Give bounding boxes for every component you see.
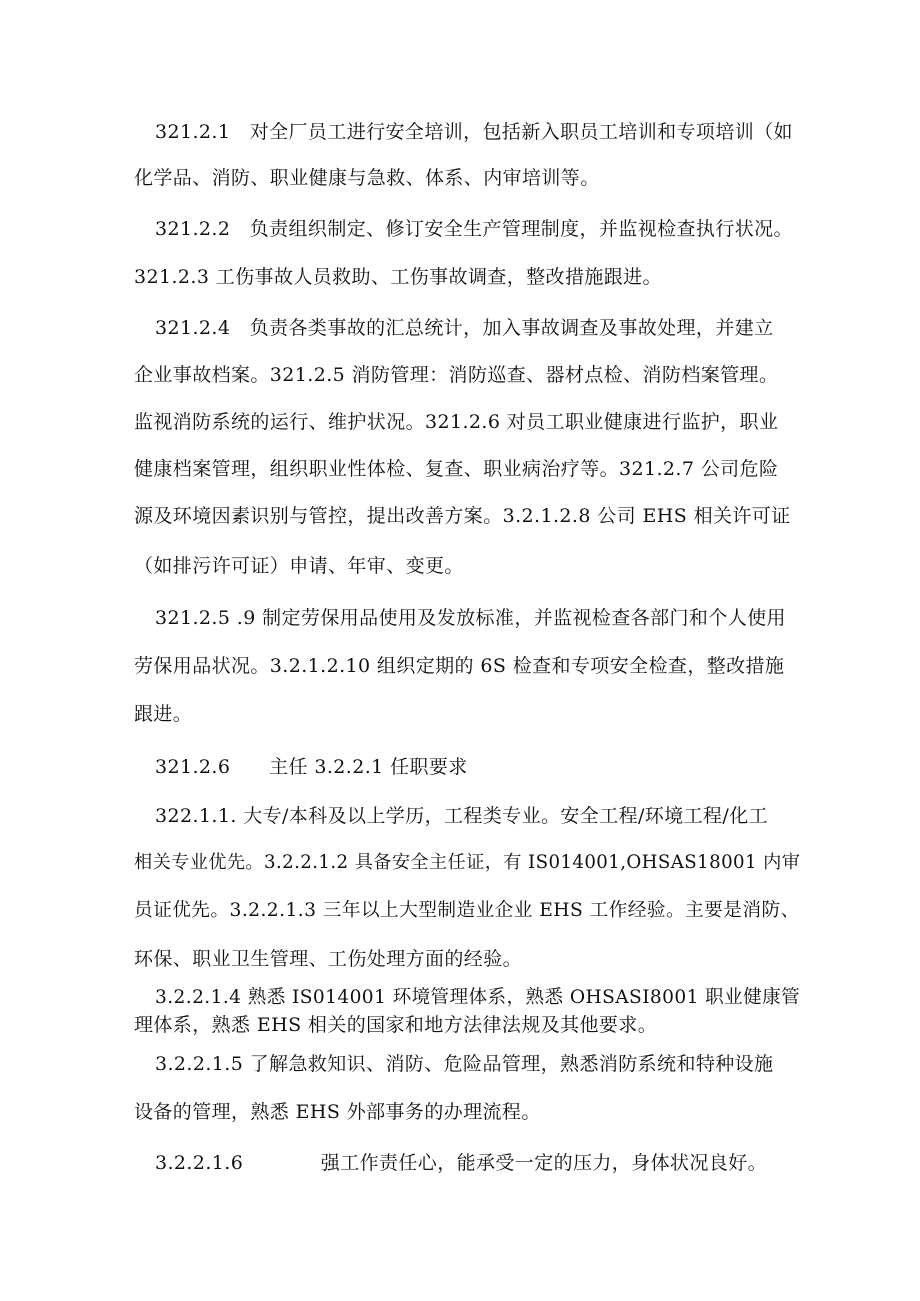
text-line: 劳保用品状况。3.2.1.2.10 组织定期的 6S 检查和专项安全检查，整改措施 <box>134 655 785 677</box>
text-line: 3.2.2.1.5 了解急救知识、消防、危险品管理，熟悉消防系统和特种设施 <box>155 1053 774 1075</box>
text-line: 321.2.4 负责各类事故的汇总统计，加入事故调查及事故处理，并建立 <box>155 317 774 339</box>
text-line: 321.2.5 .9 制定劳保用品使用及发放标准，并监视检查各部门和个人使用 <box>155 607 786 629</box>
text-line: 化学品、消防、职业健康与急救、体系、内审培训等。 <box>134 167 600 189</box>
text-line: 321.2.1 对全厂员工进行安全培训，包括新入职员工培训和专项培训（如 <box>155 121 793 143</box>
text-line: 321.2.6 主任 3.2.2.1 任职要求 <box>155 756 468 778</box>
text-line: 321.2.2 负责组织制定、修订安全生产管理制度，并监视检查执行状况。 <box>155 218 793 240</box>
text-line: 监视消防系统的运行、维护状况。321.2.6 对员工职业健康进行监护，职业 <box>134 411 779 433</box>
text-line: 321.2.3 工伤事故人员救助、工伤事故调查，整改措施跟进。 <box>134 266 662 288</box>
text-line: 设备的管理，熟悉 EHS 外部事务的办理流程。 <box>134 1101 541 1123</box>
text-line: 3.2.2.1.6 强工作责任心，能承受一定的压力，身体状况良好。 <box>155 1152 768 1174</box>
text-line: 理体系，熟悉 EHS 相关的国家和地方法律法规及其他要求。 <box>134 1014 658 1036</box>
text-line: 相关专业优先。3.2.2.1.2 具备安全主任证，有 IS014001,OHSAS18001 内审 <box>134 852 801 873</box>
text-line: 3.2.2.1.4 熟悉 IS014001 环境管理体系，熟悉 OHSASI8001 职业健康管 <box>155 987 801 1008</box>
text-line: 源及环境因素识别与管控，提出改善方案。3.2.1.2.8 公司 EHS 相关许可证 <box>134 505 791 527</box>
text-line: 环保、职业卫生管理、工伤处理方面的经验。 <box>134 948 523 970</box>
text-line: 员证优先。3.2.2.1.3 三年以上大型制造业企业 EHS 工作经验。主要是消防、 <box>134 900 800 921</box>
text-line: 健康档案管理，组织职业性体检、复查、职业病治疗等。321.2.7 公司危险 <box>134 458 779 480</box>
text-line: 322.1.1. 大专/本科及以上学历，工程类专业。安全工程/环境工程/化工 <box>155 805 769 827</box>
text-line: 跟进。 <box>134 703 193 725</box>
text-line: （如排污许可证）申请、年审、变更。 <box>134 555 464 577</box>
text-line: 企业事故档案。321.2.5 消防管理：消防巡查、器材点检、消防档案管理。 <box>134 364 779 386</box>
